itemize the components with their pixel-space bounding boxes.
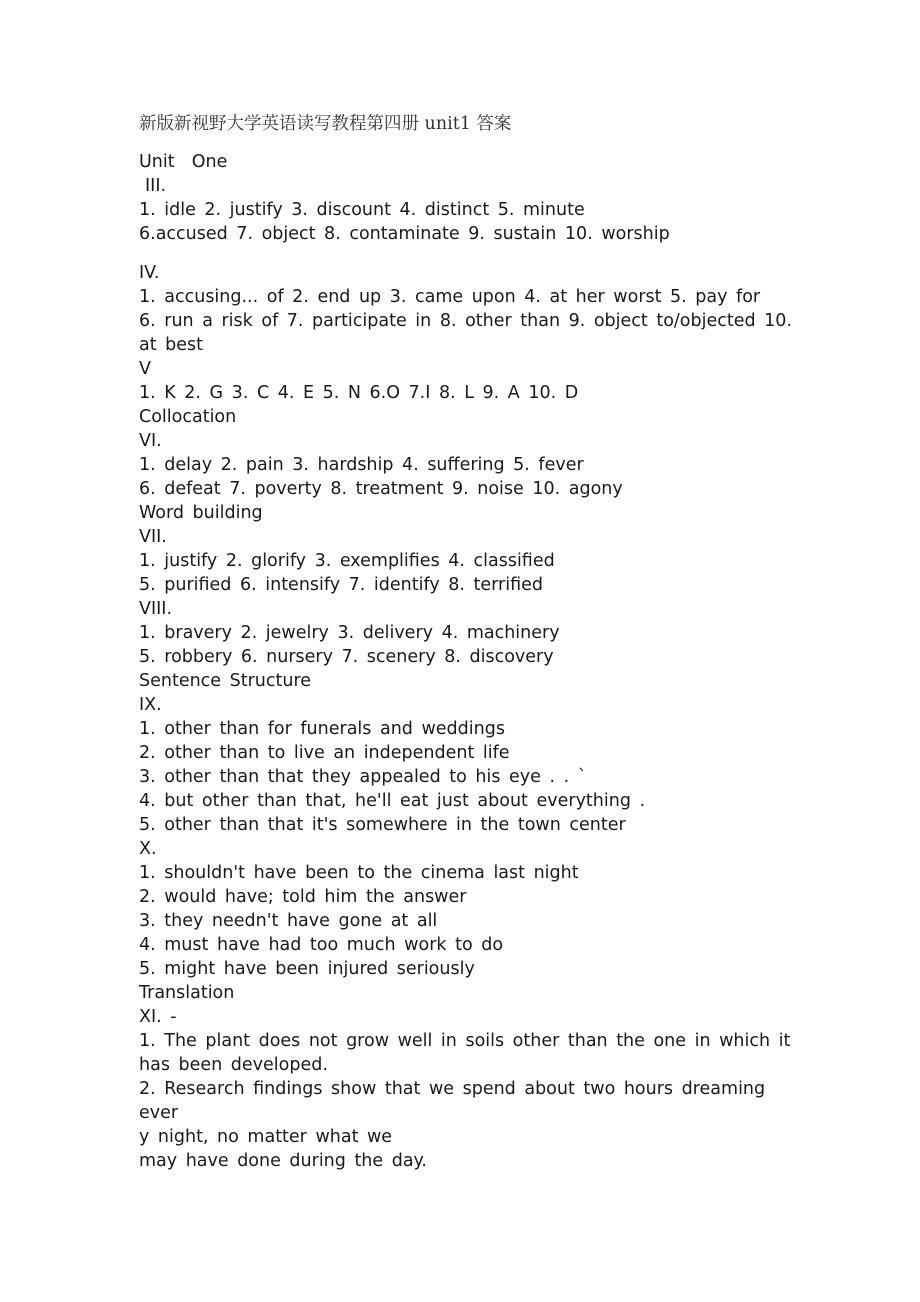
answer-line: 1. K 2. G 3. C 4. E 5. N 6.O 7.I 8. L 9. A 10. D: [139, 383, 579, 403]
answer-line: 1. delay 2. pain 3. hardship 4. suffering 5. fever: [139, 455, 584, 475]
section-heading: V: [139, 359, 151, 379]
section-v: [139, 357, 799, 405]
spacer: [139, 246, 799, 261]
answer-line: 4. must have had too much work to do: [139, 935, 504, 955]
answer-line: 4. but other than that, he'll eat just about everything .: [139, 791, 646, 811]
answer-line: 1. bravery 2. jewelry 3. delivery 4. machinery: [139, 623, 560, 643]
category-heading-sentence-structure: Sentence Structure: [139, 671, 312, 691]
section-iii: [139, 174, 799, 246]
answer-line: 5. purified 6. intensify 7. identify 8. terrified: [139, 575, 543, 595]
answer-line: 6. defeat 7. poverty 8. treatment 9. noise 10. agony: [139, 479, 623, 499]
answer-line: 2. other than to live an independent life: [139, 743, 510, 763]
section-heading: III.: [145, 176, 167, 196]
answer-line: 1. The plant does not grow well in soils other than the one in which it: [139, 1031, 791, 1051]
answer-line: may have done during the day.: [139, 1151, 427, 1171]
category-heading-word-building: Word building: [139, 503, 263, 523]
answer-line: 3. other than that they appealed to his eye . . `: [139, 767, 587, 787]
answer-line: 5. other than that it's somewhere in the town center: [139, 815, 626, 835]
category-heading-collocation: Collocation: [139, 407, 237, 427]
section-xi: [139, 1005, 799, 1173]
section-heading: X.: [139, 839, 157, 859]
answer-line: 1. other than for funerals and weddings: [139, 719, 505, 739]
answer-line: at best: [139, 335, 204, 355]
answer-line: 1. idle 2. justify 3. discount 4. distinct 5. minute: [139, 200, 585, 220]
answer-line: 3. they needn't have gone at all: [139, 911, 438, 931]
section-heading: VII.: [139, 527, 167, 547]
section-heading: IV.: [139, 263, 160, 283]
answer-line: 5. robbery 6. nursery 7. scenery 8. discovery: [139, 647, 554, 667]
document-title: 新版新视野大学英语读写教程第四册 unit1 答案: [139, 114, 512, 134]
answer-line: 1. shouldn't have been to the cinema last night: [139, 863, 579, 883]
answer-line: 5. might have been injured seriously: [139, 959, 475, 979]
section-iv: [139, 261, 799, 357]
section-ix: [139, 693, 799, 837]
answer-line: has been developed.: [139, 1055, 328, 1075]
section-heading: VIII.: [139, 599, 173, 619]
section-vi: [139, 429, 799, 501]
document-body: [139, 112, 799, 1173]
section-heading: IX.: [139, 695, 162, 715]
answer-line: 6.accused 7. object 8. contaminate 9. sustain 10. worship: [139, 224, 670, 244]
answer-line: y night, no matter what we: [139, 1127, 393, 1147]
unit-heading: Unit One: [139, 152, 228, 172]
answer-line: 1. justify 2. glorify 3. exemplifies 4. classified: [139, 551, 555, 571]
section-heading: VI.: [139, 431, 162, 451]
answer-line: 6. run a risk of 7. participate in 8. other than 9. object to/objected 10.: [139, 311, 793, 331]
answer-line: 2. Research findings show that we spend about two hours dreaming ever: [139, 1079, 774, 1123]
category-heading-translation: Translation: [139, 983, 235, 1003]
section-vii: [139, 525, 799, 597]
section-viii: [139, 597, 799, 669]
answer-line: 2. would have; told him the answer: [139, 887, 467, 907]
section-heading: XI. -: [139, 1007, 177, 1027]
answer-line: 1. accusing... of 2. end up 3. came upon 4. at her worst 5. pay for: [139, 287, 761, 307]
section-x: [139, 837, 799, 981]
